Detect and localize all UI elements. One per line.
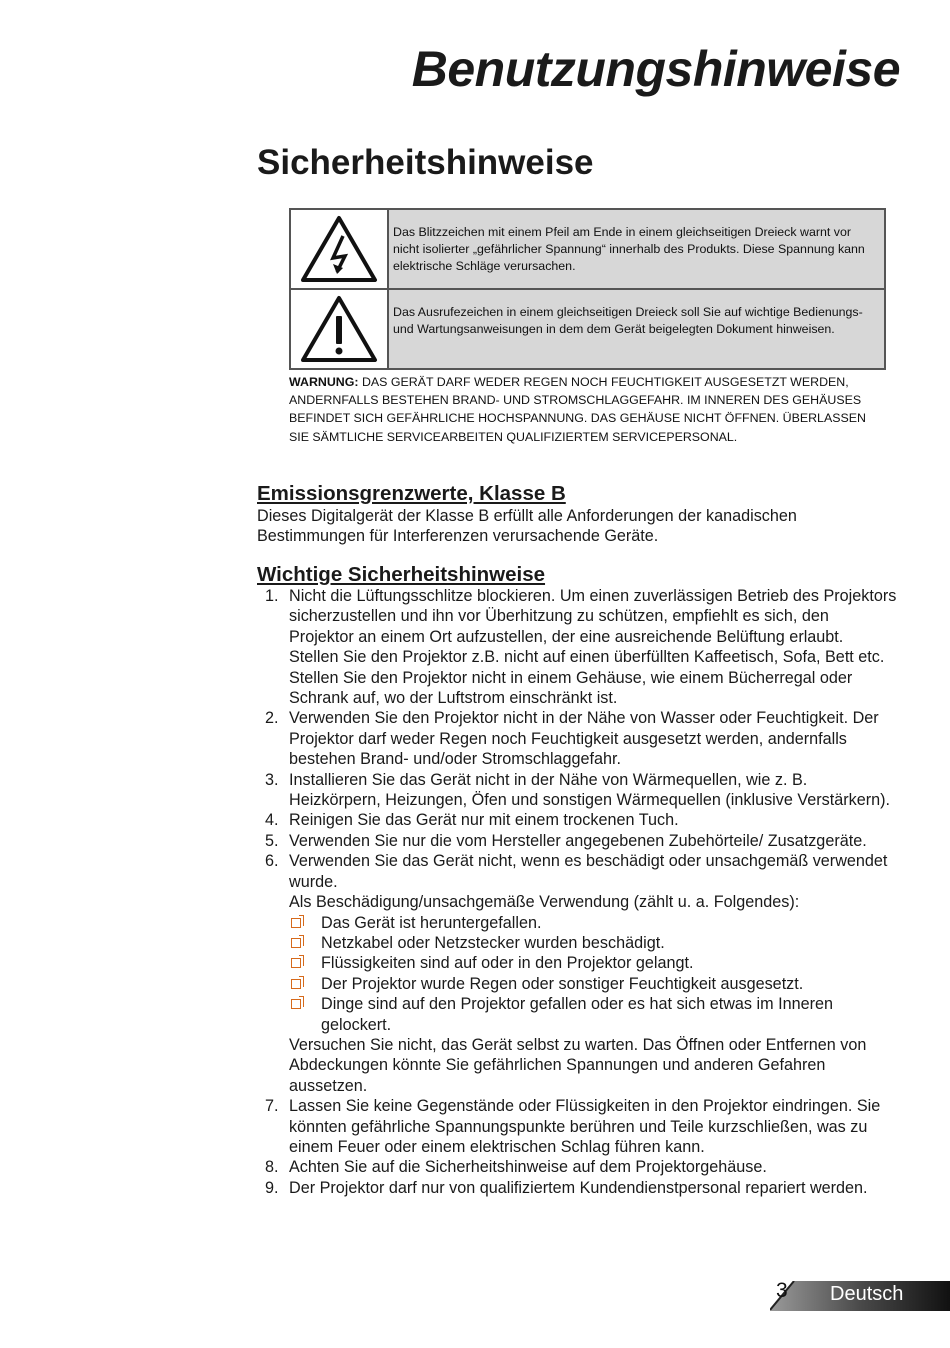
list-item — [257, 708, 897, 769]
list-item — [257, 1178, 897, 1198]
item-text: Verwenden Sie das Gerät nicht, wenn es beschädigt oder unsachgemäß verwendet wurde. — [289, 852, 888, 891]
bullet-text: Netzkabel oder Netzstecker wurden beschädigt. — [321, 933, 665, 952]
bullet-text: Flüssigkeiten sind auf oder in den Projektor gelangt. — [321, 954, 694, 973]
item-text: Der Projektor darf nur von qualifiziertem Kundendienstpersonal repariert werden. — [289, 1178, 868, 1197]
warning-notice — [289, 373, 889, 446]
warning-label: WARNUNG: — [289, 375, 359, 389]
list-item — [257, 810, 897, 830]
page-header-title: Benutzungshinweise — [411, 41, 900, 97]
checkbox-bullet-icon — [291, 999, 301, 1009]
item-text: Lassen Sie keine Gegenstände oder Flüssigkeiten in den Projektor eindringen. Sie könnten gefährliche Spannungspunkte berühren und Teile kurzschließen, was zu einem Feuer oder einem elektrischen Schlag führen kann. — [289, 1097, 881, 1156]
checkbox-bullet-icon — [291, 958, 301, 968]
item-intro: Als Beschädigung/unsachgemäße Verwendung (zählt u. a. Folgendes): — [289, 893, 800, 912]
list-item — [257, 1096, 897, 1157]
bullet-text: Dinge sind auf den Projektor gefallen oder es hat sich etwas im Inneren gelockert. — [321, 995, 834, 1034]
section-title: Sicherheitshinweise — [257, 143, 594, 182]
warning-text: DAS GERÄT DARF WEDER REGEN NOCH FEUCHTIGKEIT AUSGESETZT WERDEN, ANDERNFALLS BESTEHEN BRAND- UND STROMSCHLAGGEFAHR. IM INNEREN DES GEHÄUSES BEFINDET SICH GEFÄHRLICHE HOCHSPANNUNG. DAS GEHÄUSE NICHT ÖFFNEN. ÜBERLASSEN SIE SÄMTLICHE SERVICEARBEITEN QUALIFIZIERTEM SERVICEPERSONAL. — [289, 375, 866, 444]
item-number: 7. — [265, 1097, 279, 1116]
emission-text: Dieses Digitalgerät der Klasse B erfüllt alle Anforderungen der kanadischen Bestimmungen für Interferenzen verursachende Geräte. — [257, 507, 797, 546]
item-number: 2. — [265, 709, 279, 728]
safety-symbol-table — [289, 208, 886, 370]
item-number: 1. — [265, 587, 279, 605]
bullet-text: Das Gerät ist heruntergefallen. — [321, 913, 542, 932]
item-number: 5. — [265, 831, 279, 850]
symbol-description-exclamation: Das Ausrufezeichen in einem gleichseitigen Dreieck soll Sie auf wichtige Bedienungs- und Wartungsanweisungen in dem dem Gerät beigelegten Dokument hinweisen. — [389, 290, 884, 368]
checkbox-bullet-icon — [291, 938, 301, 948]
item-text: Installieren Sie das Gerät nicht in der Nähe von Wärmequellen, wie z. B. Heizkörpern, Heizungen, Öfen und sonstigen Wärmequellen (inklusive Verstärkern). — [289, 770, 891, 810]
symbol-description-lightning: Das Blitzzeichen mit einem Pfeil am Ende in einem gleichseitigen Dreieck warnt vor nicht isolierter „gefährlicher Spannung“ innerhalb des Produkts. Diese Spannung kann elektrische Schläge verursachen. — [389, 210, 884, 288]
item-number: 8. — [265, 1158, 279, 1177]
item-text: Achten Sie auf die Sicherheitshinweise auf dem Projektorgehäuse. — [289, 1158, 767, 1177]
list-item — [257, 770, 897, 811]
checkbox-bullet-icon — [291, 918, 301, 928]
important-safety-heading: Wichtige Sicherheitshinweise — [257, 563, 546, 586]
emission-heading: Emissionsgrenzwerte, Klasse B — [257, 482, 566, 505]
item-number: 6. — [265, 852, 279, 871]
bullet-item — [289, 974, 897, 994]
item-number: 3. — [265, 770, 279, 789]
symbol-row-exclamation — [291, 288, 884, 368]
list-item — [257, 586, 897, 708]
footer-language-label: Deutsch — [830, 1283, 904, 1305]
item-text: Verwenden Sie den Projektor nicht in der Nähe von Wasser oder Feuchtigkeit. Der Projektor darf weder Regen noch Feuchtigkeit ausgesetzt werden, andernfalls bestehen Brand- und/oder Stromschlaggefahr. — [289, 709, 879, 769]
symbol-row-lightning — [291, 210, 884, 288]
lightning-warning-icon — [291, 210, 389, 288]
item-text: Nicht die Lüftungsschlitze blockieren. Um einen zuverlässigen Betrieb des Projektors sicherzustellen und ihn vor Überhitzung zu schützen, empfiehlt es sich, den Projektor an einem Ort aufzustellen, der eine ausreichende Belüftung erlaubt. Stellen Sie den Projektor z.B. nicht auf einen überfüllten Kaffeetisch, Sofa, Bett etc. Stellen Sie den Projektor nicht in einem Gehäuse, wie einem Bücherregal oder Schrank auf, wo der Luftstrom einschränkt ist. — [289, 587, 897, 708]
bullet-item — [289, 933, 897, 953]
item-number: 4. — [265, 811, 279, 830]
bullet-item — [289, 994, 897, 1035]
item-text: Reinigen Sie das Gerät nur mit einem trockenen Tuch. — [289, 811, 679, 830]
item-number: 9. — [265, 1178, 279, 1197]
list-item — [257, 831, 897, 851]
item-outro: Versuchen Sie nicht, das Gerät selbst zu warten. Das Öffnen oder Entfernen von Abdeckungen könnte Sie gefährlichen Spannungen und anderen Gefahren aussetzen. — [289, 1035, 867, 1095]
damage-bullet-list — [289, 913, 897, 1035]
bullet-item — [289, 913, 897, 933]
safety-instructions-list — [257, 586, 897, 1198]
page-number: 3 — [776, 1279, 788, 1302]
exclamation-warning-icon — [291, 290, 389, 368]
list-item — [257, 851, 897, 1096]
list-item — [257, 1157, 897, 1177]
bullet-text: Der Projektor wurde Regen oder sonstiger Feuchtigkeit ausgesetzt. — [321, 974, 804, 993]
item-text: Verwenden Sie nur die vom Hersteller angegebenen Zubehörteile/ Zusatzgeräte. — [289, 831, 867, 850]
bullet-item — [289, 953, 897, 973]
checkbox-bullet-icon — [291, 979, 301, 989]
